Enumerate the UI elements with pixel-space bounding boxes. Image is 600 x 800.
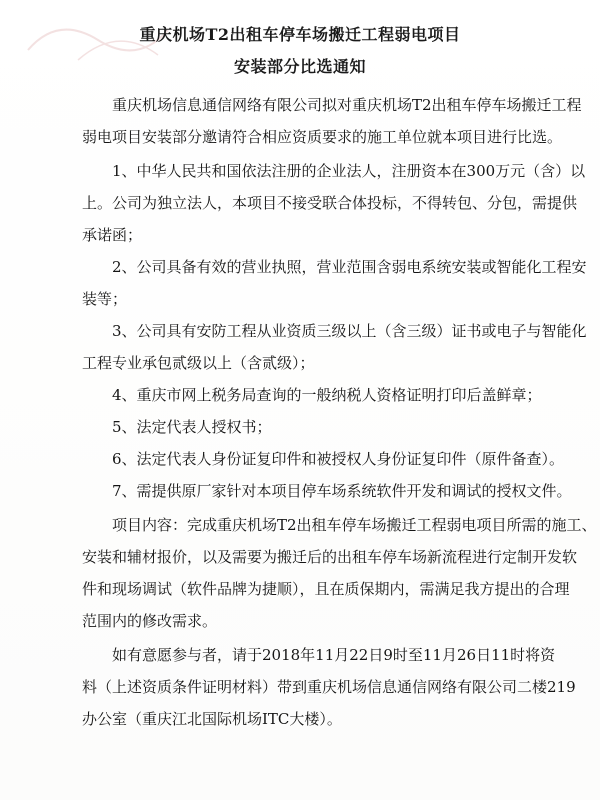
requirement-2-line-1: 2、公司具备有效的营业执照，营业范围含弱电系统安装或智能化工程安 — [112, 258, 587, 276]
project-content-line-3: 件和现场调试（软件品牌为捷顺），且在质保期内，需满足我方提出的合理 — [82, 580, 570, 598]
requirement-1-line-3: 承诺函； — [82, 226, 143, 244]
submission-line-3: 办公室（重庆江北国际机场ITC大楼）。 — [82, 710, 342, 728]
requirement-3-line-2: 工程专业承包贰级以上（含贰级）； — [82, 354, 315, 372]
requirement-7: 7、需提供原厂家针对本项目停车场系统软件开发和调试的授权文件。 — [112, 482, 572, 500]
requirement-3-line-1: 3、公司具有安防工程从业资质三级以上（含三级）证书或电子与智能化 — [112, 322, 587, 340]
submission-line-2: 料（上述资质条件证明材料）带到重庆机场信息通信网络有限公司二楼219 — [82, 678, 576, 696]
requirement-6: 6、法定代表人身份证复印件和被授权人身份证复印件（原件备查）。 — [112, 450, 565, 468]
requirement-1-line-2: 上。公司为独立法人，本项目不接受联合体投标，不得转包、分包，需提供 — [82, 194, 578, 212]
document-subtitle: 安装部分比选通知 — [233, 57, 366, 76]
requirement-5: 5、法定代表人授权书； — [112, 418, 272, 436]
intro-line-2: 弱电项目安装部分邀请符合相应资质要求的施工单位就本项目进行比选。 — [82, 128, 563, 146]
submission-line-1: 如有意愿参与者，请于2018年11月22日9时至11月26日11时将资 — [112, 646, 556, 664]
requirement-1-line-1: 1、中华人民共和国依法注册的企业法人，注册资本在300万元（含）以 — [112, 162, 586, 180]
project-content-line-2: 安装和辅材报价，以及需要为搬迁后的出租车停车场新流程进行定制开发软 — [82, 548, 578, 566]
document-title: 重庆机场T2出租车停车场搬迁工程弱电项目 — [139, 25, 461, 44]
project-content-line-1: 项目内容：完成重庆机场T2出租车停车场搬迁工程弱电项目所需的施工、 — [112, 516, 597, 534]
requirement-2-line-2: 装等； — [82, 290, 128, 308]
project-content-line-4: 范围内的修改需求。 — [82, 612, 218, 630]
requirement-4: 4、重庆市网上税务局查询的一般纳税人资格证明打印后盖鲜章； — [112, 386, 542, 404]
intro-line-1: 重庆机场信息通信网络有限公司拟对重庆机场T2出租车停车场搬迁工程 — [112, 96, 582, 114]
